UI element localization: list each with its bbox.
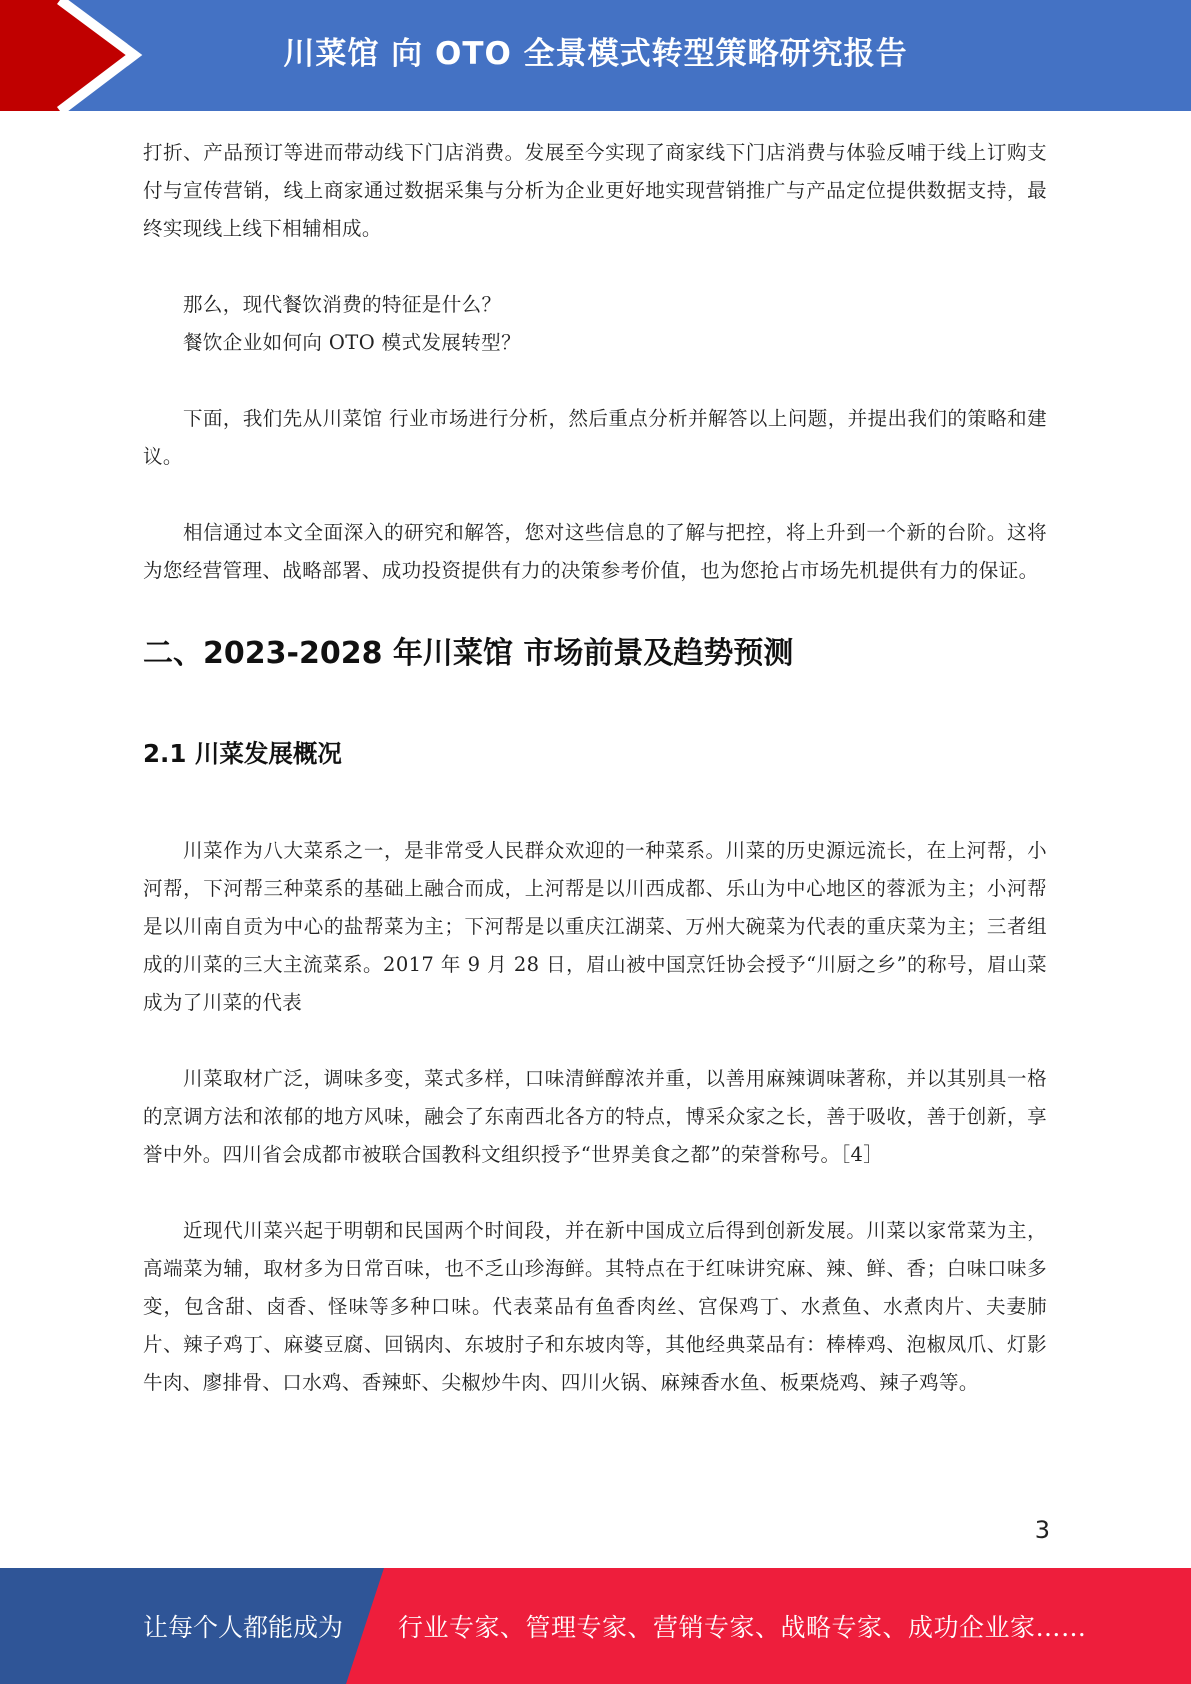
section-heading: 二、2023-2028 年川菜馆 市场前景及趋势预测 <box>143 636 794 671</box>
page-body <box>143 134 1047 1402</box>
question-1: 那么，现代餐饮消费的特征是什么？ <box>183 293 502 316</box>
page-number: 3 <box>1034 1516 1050 1544</box>
report-title: 川菜馆 向 OTO 全景模式转型策略研究报告 <box>283 35 908 72</box>
paragraph-value: 相信通过本文全面深入的研究和解答，您对这些信息的了解与把控，将上升到一个新的台阶。这将为您经营管理、战略部署、成功投资提供有力的决策参考价值，也为您抢占市场先机提供有力的保证。 <box>143 521 1047 582</box>
paragraph-features: 川菜取材广泛，调味多变，菜式多样，口味清鲜醇浓并重，以善用麻辣调味著称，并以其别具一格的烹调方法和浓郁的地方风味，融会了东南西北各方的特点，博采众家之长，善于吸收，善于创新，享誉中外。四川省会成都市被联合国教科文组织授予“世界美食之都”的荣誉称号。［4］ <box>143 1067 1047 1166</box>
page-footer <box>0 1568 1191 1684</box>
page-header <box>0 0 1191 111</box>
paragraph-intro: 打折、产品预订等进而带动线下门店消费。发展至今实现了商家线下门店消费与体验反哺于线上订购支付与宣传营销，线上商家通过数据采集与分析为企业更好地实现营销推广与产品定位提供数据支持，最终实现线上线下相辅相成。 <box>143 141 1047 240</box>
paragraph-analysis: 下面，我们先从川菜馆 行业市场进行分析，然后重点分析并解答以上问题，并提出我们的策略和建议。 <box>143 407 1047 468</box>
header-chevron-icon <box>0 0 160 111</box>
paragraph-history: 川菜作为八大菜系之一，是非常受人民群众欢迎的一种菜系。川菜的历史源远流长，在上河帮，小河帮，下河帮三种菜系的基础上融合而成，上河帮是以川西成都、乐山为中心地区的蓉派为主；小河帮是以川南自贡为中心的盐帮菜为主；下河帮是以重庆江湖菜、万州大碗菜为代表的重庆菜为主；三者组成的川菜的三大主流菜系。2017 年 9 月 28 日，眉山被中国烹饪协会授予“川厨之乡”的称号，眉山菜成为了川菜的代表 <box>143 839 1047 1014</box>
paragraph-dishes: 近现代川菜兴起于明朝和民国两个时间段，并在新中国成立后得到创新发展。川菜以家常菜为主，高端菜为辅，取材多为日常百味，也不乏山珍海鲜。其特点在于红味讲究麻、辣、鲜、香；白味口味多变，包含甜、卤香、怪味等多种口味。代表菜品有鱼香肉丝、宫保鸡丁、水煮鱼、水煮肉片、夫妻肺片、辣子鸡丁、麻婆豆腐、回锅肉、东坡肘子和东坡肉等，其他经典菜品有：棒棒鸡、泡椒凤爪、灯影牛肉、廖排骨、口水鸡、香辣虾、尖椒炒牛肉、四川火锅、麻辣香水鱼、板栗烧鸡、辣子鸡等。 <box>143 1219 1047 1394</box>
subsection-heading: 2.1 川菜发展概况 <box>143 739 342 768</box>
question-2: 餐饮企业如何向 OTO 模式发展转型？ <box>183 331 521 354</box>
footer-slogan-right: 行业专家、管理专家、营销专家、战略专家、成功企业家…… <box>398 1613 1087 1642</box>
footer-slogan-left: 让每个人都能成为 <box>143 1613 344 1642</box>
